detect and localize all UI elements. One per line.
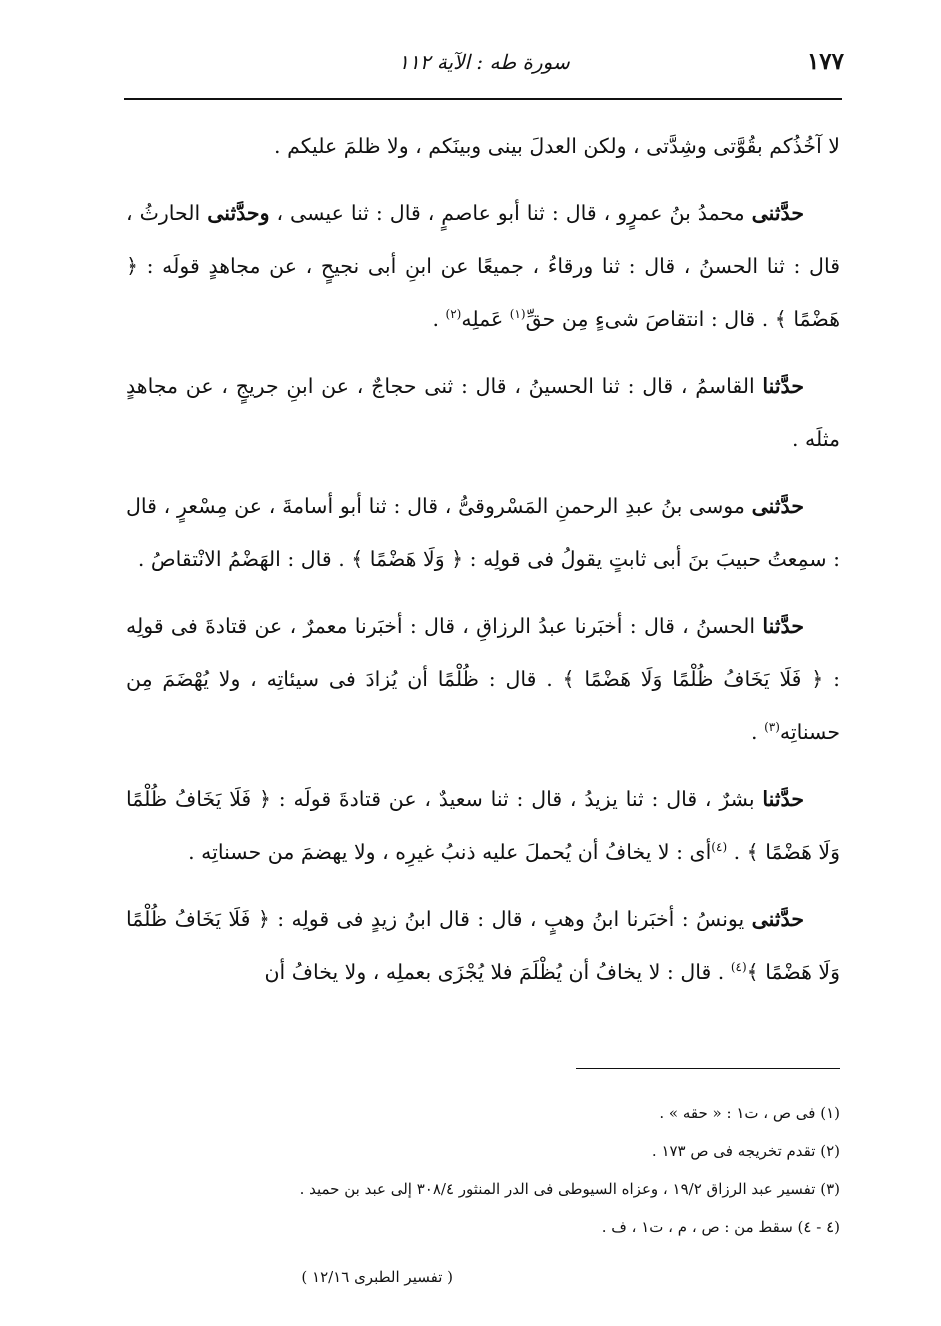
paragraph-1: لا آخُذُكم بقُوَّتى وشِدَّتى ، ولكن العدلَ بينى وبينَكم ، ولا ظلمَ عليكم . — [274, 134, 840, 158]
footnote-marker: (٢) — [445, 307, 462, 322]
paragraph-2: حدَّثنى محمدُ بنُ عمرٍو ، قال : ثنا أبو عاصمٍ ، قال : ثنا عيسى ، وحدَّثنى الحارثُ ، قال : ثنا الحسنُ ، قال : ثنا ورقاءُ ، جميعًا عن ابنِ أبى نجيحٍ ، عن مجاهدٍ قولَه : ﴿ هَضْمًا ﴾ . قال : انتقاصَ شىءٍ مِن حقِّ$^{(١)}$ عَملِه$^{(٢)}$ . — [126, 201, 840, 331]
narration-lead: حدَّثنى — [751, 201, 804, 225]
narration-lead: حدَّثنى — [751, 494, 804, 518]
narration-lead: حدَّثنا — [762, 374, 804, 398]
paragraph-6: حدَّثنا بشرٌ ، قال : ثنا يزيدُ ، قال : ثنا سعيدٌ ، عن قتادةَ قولَه : ﴿ فَلَا يَخَافُ ظُلْمًا وَلَا هَضْمًا ﴾ . $^{(٤)}$أى : لا يخافُ أن يُحملَ عليه ذنبُ غيرِه ، ولا يهضمَ من حسناتِه . — [126, 787, 840, 864]
narration-lead: حدَّثنى — [751, 907, 804, 931]
footnote-3: (٣) تفسير عبد الرزاق ١٩/٢ ، وعزاه السيوطى فى الدر المنثور ٣٠٨/٤ إلى عبد بن حميد . — [299, 1180, 840, 1198]
narration-lead: وحدَّثنى — [207, 201, 270, 225]
footnote-marker: (٤) — [730, 960, 747, 975]
footnote-marker: (١) — [509, 307, 526, 322]
paragraph-5: حدَّثنا الحسنُ ، قال : أخبَرنا عبدُ الرزاقِ ، قال : أخبَرنا معمرٌ ، عن قتادةَ فى قولِه : ﴿ فَلَا يَخَافُ ظُلْمًا وَلَا هَضْمًا ﴾ . قال : ظُلْمًا أن يُزادَ فى سيئاتِه ، ولا يُهْضَمَ مِن حسناتِه$^{(٣)}$ . — [126, 614, 840, 744]
footnote-rule — [576, 1068, 840, 1069]
footnote-marker: (٤) — [711, 840, 728, 855]
paragraph-4: حدَّثنى موسى بنُ عبدِ الرحمنِ المَسْروقىُّ ، قال : ثنا أبو أسامةَ ، عن مِسْعرٍ ، قال : سمِعتُ حبيبَ بنَ أبى ثابتٍ يقولُ فى قولِه : ﴿ وَلَا هَضْمًا ﴾ . قال : الهَضْمُ الانْتقاصُ . — [126, 494, 840, 571]
paragraph-3: حدَّثنا القاسمُ ، قال : ثنا الحسينُ ، قال : ثنى حجاجٌ ، عن ابنِ جريجٍ ، عن مجاهدٍ مثلَه . — [126, 374, 840, 451]
page-number: ١٧٧ — [806, 48, 844, 75]
narration-lead: حدَّثنا — [762, 787, 804, 811]
footnote-1: (١) فى ص ، ت١ : « حقه » . — [659, 1104, 840, 1122]
paragraph-7: حدَّثنى يونسُ : أخبَرنا ابنُ وهبٍ ، قال : قال ابنُ زيدٍ فى قولِه : ﴿ فَلَا يَخَافُ ظُلْمًا وَلَا هَضْمًا ﴾$^{(٤)}$ . قال : لا يخافُ أن يُظْلَمَ فلا يُجْزَى بعملِه ، ولا يخافُ أن — [126, 907, 840, 984]
footnote-4: (٤ - ٤) سقط من : ص ، م ، ت١ ، ف . — [601, 1218, 840, 1236]
header-rule — [124, 98, 842, 100]
page-header — [124, 48, 844, 88]
narration-lead: حدَّثنا — [762, 614, 804, 638]
footnotes — [126, 1094, 840, 1246]
page-footer: ( تفسير الطبرى ١٢/١٦ ) — [301, 1268, 453, 1286]
footnote-2: (٢) تقدم تخريجه فى ص ١٧٣ . — [651, 1142, 840, 1160]
running-title: سورة طه : الآية ١١٢ — [398, 50, 570, 74]
main-text — [126, 120, 840, 1013]
footnote-marker: (٣) — [764, 720, 780, 735]
